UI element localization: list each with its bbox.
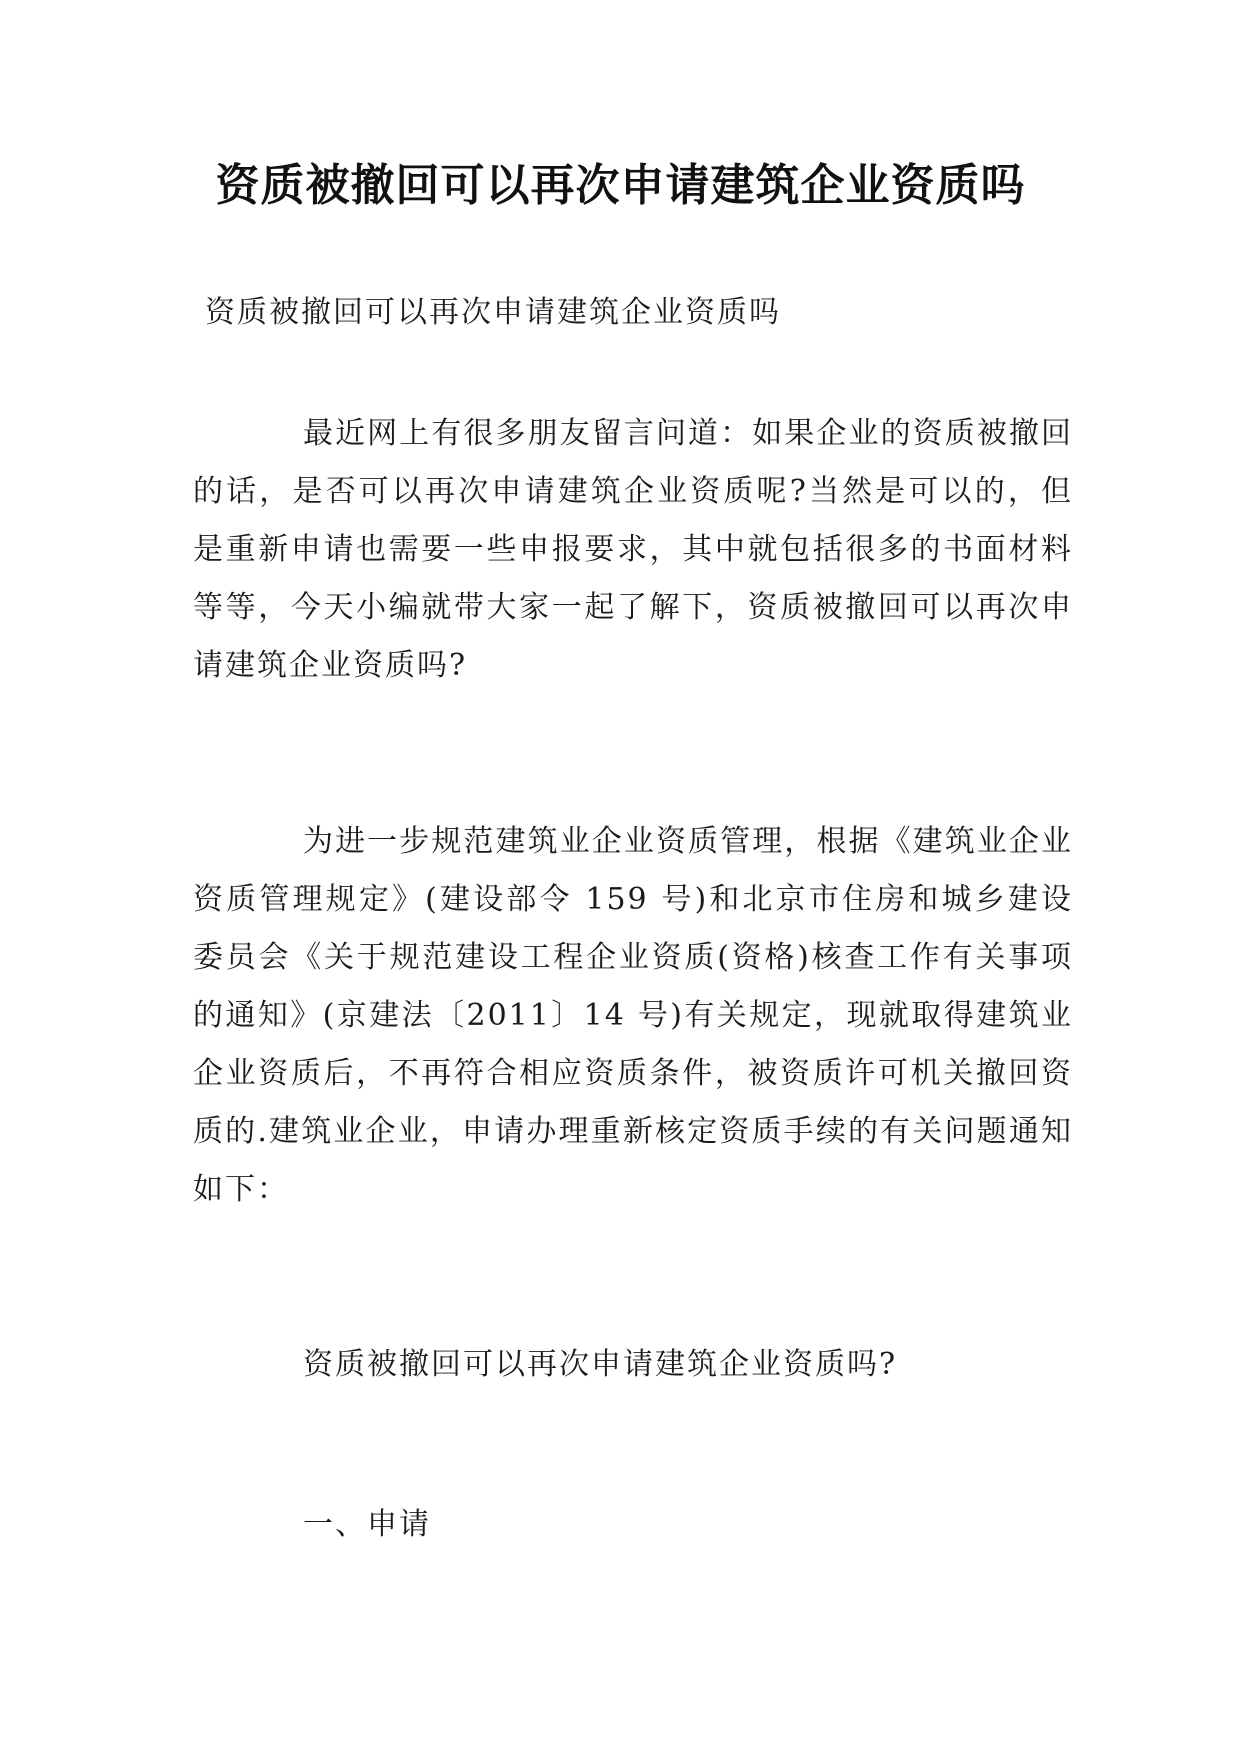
document-title: 资质被撤回可以再次申请建筑企业资质吗	[215, 160, 1026, 211]
section-heading-apply: 一、申请	[303, 1507, 431, 1542]
question-heading: 资质被撤回可以再次申请建筑企业资质吗?	[303, 1347, 898, 1382]
paragraph-intro: 最近网上有很多朋友留言问道：如果企业的资质被撤回的话，是否可以再次申请建筑企业资质呢?当然是可以的，但是重新申请也需要一些申报要求，其中就包括很多的书面材料等等，今天小编就带大家一起了解下，资质被撤回可以再次申请建筑企业资质吗?	[193, 416, 1073, 683]
paragraph-regulation: 为进一步规范建筑业企业资质管理，根据《建筑业企业资质管理规定》(建设部令 159 号)和北京市住房和城乡建设委员会《关于规范建设工程企业资质(资格)核查工作有关事项的通知》(京建法〔2011〕14 号)有关规定，现就取得建筑业企业资质后，不再符合相应资质条件，被资质许可机关撤回资质的.建筑业企业，申请办理重新核定资质手续的有关问题通知如下：	[193, 824, 1073, 1207]
document-subtitle: 资质被撤回可以再次申请建筑企业资质吗	[205, 295, 781, 330]
